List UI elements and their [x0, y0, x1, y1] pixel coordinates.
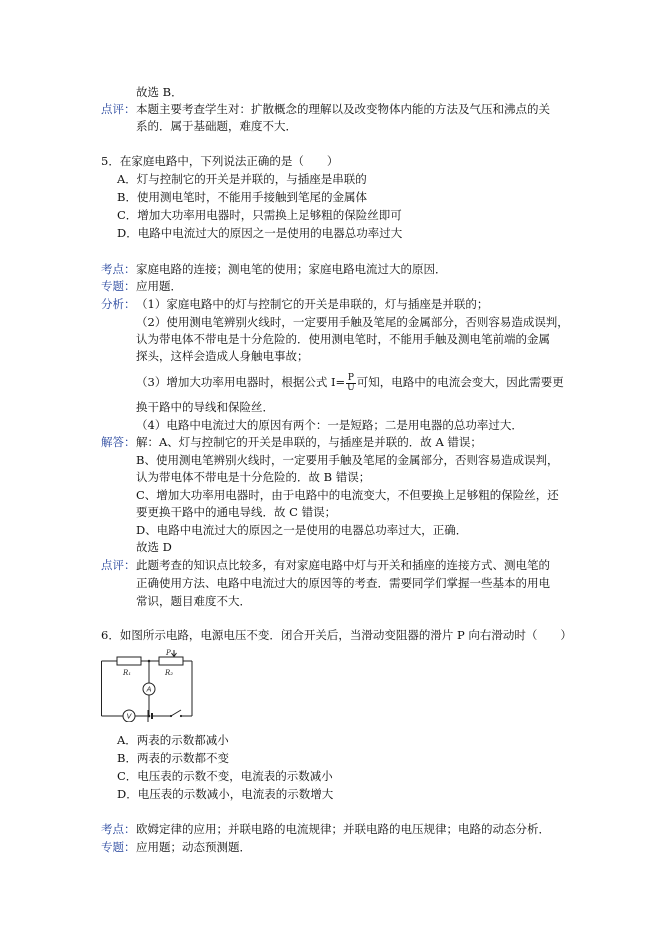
q5-jieda-line: 认为带电体不带电是十分危险的．故 B 错误；: [136, 470, 371, 484]
q5-fenxi-formula-line: [136, 372, 564, 393]
q5-option-c: C．增加大功率用电器时，只需换上足够粗的保险丝即可: [117, 208, 402, 222]
q5-fenxi-formula-after: 可知，电路中的电流会变大，因此需要更: [356, 375, 564, 389]
q5-option-a: A．灯与控制它的开关是并联的，与插座是串联的: [117, 172, 367, 186]
q5-option-b: B．使用测电笔时，不能用手接触到笔尾的金属体: [117, 190, 367, 204]
q5-jieda-line: 解：A、灯与控制它的开关是串联的，与插座是并联的．故 A 错误；: [136, 435, 482, 449]
q5-jieda-line: 要更换干路中的通电导线．故 C 错误；: [136, 505, 337, 519]
q5-fenxi-line: （2）使用测电笔辨别火线时，一定要用手触及笔尾的金属部分，否则容易造成误判，: [136, 315, 569, 329]
q5-fenxi-line: （4）电路中电流过大的原因有两个：一是短路；二是用电器的总功率过大．: [136, 418, 523, 432]
q6-option-d: D．电压表的示数减小，电流表的示数增大: [117, 787, 334, 801]
switch-pivot: [170, 715, 172, 717]
rheostat-r2: [159, 657, 183, 665]
q5-dianping-line: 常识，题目难度不大．: [136, 594, 251, 608]
q5-jieda-line: D、电路中电流过大的原因之一是使用的电器总功率过大，正确．: [136, 523, 468, 537]
q6-zhuanti-label: 专题：: [101, 840, 136, 854]
label-r2: R₂: [165, 669, 174, 677]
q5-dianping-label: 点评：: [101, 558, 136, 572]
q5-fenxi-formula-before: （3）增加大功率用电器时，根据公式 I=: [136, 375, 346, 389]
q6-zhuanti: 应用题；动态预测题．: [136, 840, 251, 854]
q5-fenxi-line: 探头，这样会造成人身触电事故；: [136, 349, 309, 363]
formula-fraction: [346, 374, 356, 393]
q5-jieda-line: C、增加大功率用电器时，由于电路中的电流变大，不但要换上足够粗的保险丝，还: [136, 488, 559, 502]
prev-comment-line: 本题主要考查学生对：扩散概念的理解以及改变物体内能的方法及气压和沸点的关: [136, 102, 550, 116]
q5-fenxi-line: （1）家庭电路中的灯与控制它的开关是串联的，灯与插座是并联的；: [136, 297, 489, 311]
q5-jieda-label: 解答：: [101, 435, 136, 449]
q5-stem: 5．在家庭电路中，下列说法正确的是（ ）: [101, 154, 339, 168]
q6-option-c: C．电压表的示数不变，电流表的示数减小: [117, 769, 333, 783]
label-voltmeter: V: [126, 712, 132, 721]
q5-option-d: D．电路中电流过大的原因之一是使用的电器总功率过大: [117, 226, 403, 240]
label-r1: R₁: [123, 669, 132, 677]
switch-s: [171, 710, 181, 716]
q5-jieda-line: B、使用测电笔辨别火线时，一定要用手触及笔尾的金属部分，否则容易造成误判，: [136, 453, 559, 467]
q5-zhuanti: 应用题．: [136, 279, 182, 293]
resistor-r1: [117, 657, 141, 665]
q6-stem: 6．如图所示电路，电源电压不变．闭合开关后，当滑动变阻器的滑片 P 向右滑动时（ ）: [101, 628, 572, 642]
q5-dianping-line: 此题考查的知识点比较多，有对家庭电路中灯与开关和插座的连接方式、测电笔的: [136, 558, 550, 572]
switch-contact: [180, 715, 182, 717]
q6-kaodian: 欧姆定律的应用；并联电路的电流规律；并联电路的电压规律；电路的动态分析．: [136, 822, 550, 836]
q5-kaodian-label: 考点：: [101, 262, 136, 276]
prev-answer: 故选 B．: [136, 85, 183, 99]
junction-bottom: [148, 715, 151, 718]
circuit-diagram: [101, 648, 193, 722]
q5-fenxi-line: 认为带电体不带电是十分危险的．使用测电笔时，不能用手触及测电笔前端的金属: [136, 332, 550, 346]
q6-option-a: A．两表的示数都减小: [117, 733, 229, 747]
prev-comment-line: 系的．属于基础题，难度不大．: [136, 119, 297, 133]
q5-fenxi-label: 分析：: [101, 297, 136, 311]
prev-comment-label: 点评：: [101, 102, 136, 116]
formula-numerator: P: [347, 372, 354, 383]
junction-top: [148, 660, 151, 663]
q5-fenxi-line: 换干路中的导线和保险丝．: [136, 400, 274, 414]
q5-zhuanti-label: 专题：: [101, 279, 136, 293]
label-ammeter: A: [146, 685, 152, 694]
q5-dianping-line: 正确使用方法、电路中电流过大的原因等的考查．需要同学们掌握一些基本的用电: [136, 576, 550, 590]
q6-option-b: B．两表的示数都不变: [117, 751, 229, 765]
label-p: P: [166, 649, 171, 657]
q5-kaodian: 家庭电路的连接；测电笔的使用；家庭电路电流过大的原因．: [136, 262, 447, 276]
formula-denominator: U: [347, 382, 355, 393]
q6-kaodian-label: 考点：: [101, 822, 136, 836]
q5-jieda-line: 故选 D: [136, 540, 172, 554]
